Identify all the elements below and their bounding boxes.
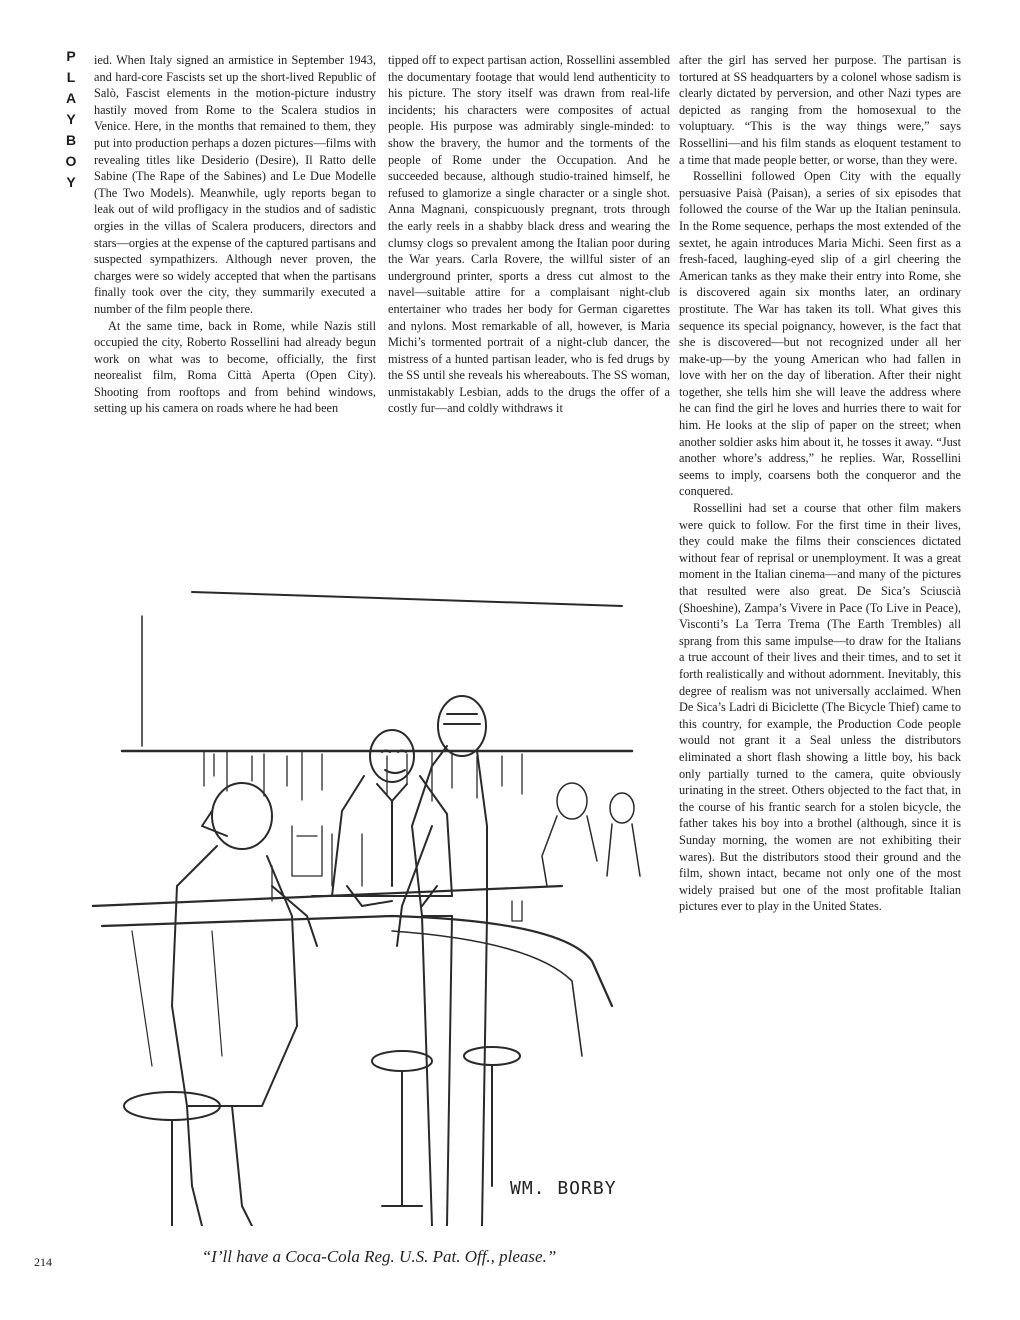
paragraph: tipped off to expect partisan action, Rossellini assembled the documentary footage that would lend authenticity to his picture. The story itself was drawn from real-life incidents; his characters were composites of actual people. His purpose was admirably single-minded: to show the bravery, the humor and the torments of the people of Rome under the Occupation. And he succeeded because, although studio-trained himself, he refused to glamorize a single character or a single shot. Anna Magnani, conspicuously pregnant, trots through the early reels in a shabby black dress and wearing the clumsy clogs so prevalent among the Italian poor during the War years. Carla Rovere, the willful sister of an underground printer, sports a dress cut almost to the navel—suitable attire for a complaisant night-club entertainer who trades her body for German cigarettes and nylons. Most remarkable of all, however, is Maria Michi’s tormented portrait of a night-club dancer, the mistress of a hunted partisan leader, who is fed drugs by the SS until she reveals his whereabouts. The SS woman, unmistakably Lesbian, adds to the drugs the offer of a costly fur—and coldly withdraws it [388, 53, 670, 416]
text-column-2 [388, 52, 670, 417]
artist-signature: WM. BORBY [510, 1178, 617, 1199]
bar-stools [124, 1047, 520, 1226]
masthead-letter: B [65, 132, 77, 148]
bartender-figure [312, 730, 452, 906]
paragraph: Rossellini had set a course that other film makers were quick to follow. For the first time in their lives, they could make the films their consciences dictated without fear of reprisal or unemployment. It was a great moment in the Italian cinema—and many of the pictures that resulted were also great. De Sica’s Sciuscià (Shoeshine), Zampa’s Vivere in Pace (To Live in Peace), Visconti’s La Terra Trema (The Earth Trembles) all sprang from this same impulse—to draw for the Italians a true account of their lives and their times, and to set it forth realistically and without adornment. Inevitably, this degree of realism was not universally acclaimed. When De Sica’s Ladri di Biciclette (The Bicycle Thief) came to this country, for example, the Production Code people would not grant it a Seal unless the distributors eliminated a short flash showing a little boy, his back only partially turned to the camera, quite obviously urinating in the street. Others objected to the fact that, in the course of his frantic search for a stolen bicycle, the father takes his boy into a brothel (although, since it is Sunday morning, the women are not exhibiting their wares). But the distributors stood their ground and the film, shown intact, became not only one of the most widely praised but one of the most profitable Italian pictures ever to play in the United States. [679, 501, 961, 914]
cartoon-caption: “I’ll have a Coca-Cola Reg. U.S. Pat. Off., please.” [201, 1247, 557, 1266]
magazine-masthead [58, 46, 84, 193]
text-column-1 [94, 52, 376, 417]
masthead-letter: L [66, 69, 76, 85]
masthead-letter: P [66, 48, 76, 64]
page-number: 214 [34, 1255, 52, 1269]
masthead-letter: Y [66, 174, 76, 190]
text-column-3 [679, 52, 961, 915]
masthead-letter: Y [66, 111, 76, 127]
paragraph: ied. When Italy signed an armistice in September 1943, and hard-core Fascists set up the short-lived Republic of Salò, Fascist elements in the motion-picture industry hastily moved from Rome to the Scalera studios in Venice. Here, in the months that remained to them, they put into production perhaps a dozen pictures—films with revealing titles like Desiderio (Desire), Il Ratto delle Sabine (The Rape of the Sabines) and Le Due Modelle (The Two Models). Meanwhile, ugly reports began to leak out of wild profligacy in the studios and of sadistic orgies in the villas of Scalera producers, directors and stars—orgies at the expense of the captured partisans and suspected sympathizers. Although never proven, the charges were so widely accepted that when the partisans finally took over the city, they summarily executed a number of the film people there. [94, 53, 376, 316]
paragraph: At the same time, back in Rome, while Nazis still occupied the city, Roberto Rossellini had already begun work on what was to become, officially, the first neorealist film, Roma Città Aperta (Open City). Shooting from rooftops and from behind windows, setting up his camera on roads where he had been [94, 318, 376, 416]
masthead-letter: O [65, 153, 77, 169]
bar-cartoon-illustration [92, 586, 662, 1226]
standing-customer-figure [397, 696, 487, 1226]
masthead-letter: A [65, 90, 77, 106]
background-patrons [542, 783, 640, 886]
seated-customer-figure [172, 783, 317, 1226]
paragraph: Rossellini followed Open City with the equally persuasive Paisà (Paisan), a series of six episodes that followed the course of the War up the Italian peninsula. In the Rome sequence, perhaps the most extended of the sextet, he again introduces Maria Michi. Seen first as a fresh-faced, laughing-eyed slip of a girl cheering the American tanks as they make their entry into Rome, she is discovered again six months later, an ordinary prostitute. The War has taken its toll. What gives this sequence its special poignancy, however, is the fact that she is discovered—but not recognized under all her make-up—by the young American who had fallen in love with her on the day of liberation. After their night together, she tells him she will leave the address where he can find the girl he loves and hurries there to wait for him. He looks at the slip of paper on the street; when another soldier asks him about it, he tosses it away. “Just another whore’s address,” he replies. War, Rossellini seems to imply, coarsens both the conqueror and the conquered. [679, 169, 961, 499]
paragraph: after the girl has served her purpose. The partisan is tortured at SS headquarters by a colonel whose sadism is clearly dictated by perversion, and other Nazi types are depicted as ranging from the homosexual to the voluptuary. “This is the way things were,” says Rossellini—and his film stands as eloquent testament to a time that made people better, or worse, than they were. [679, 53, 961, 167]
